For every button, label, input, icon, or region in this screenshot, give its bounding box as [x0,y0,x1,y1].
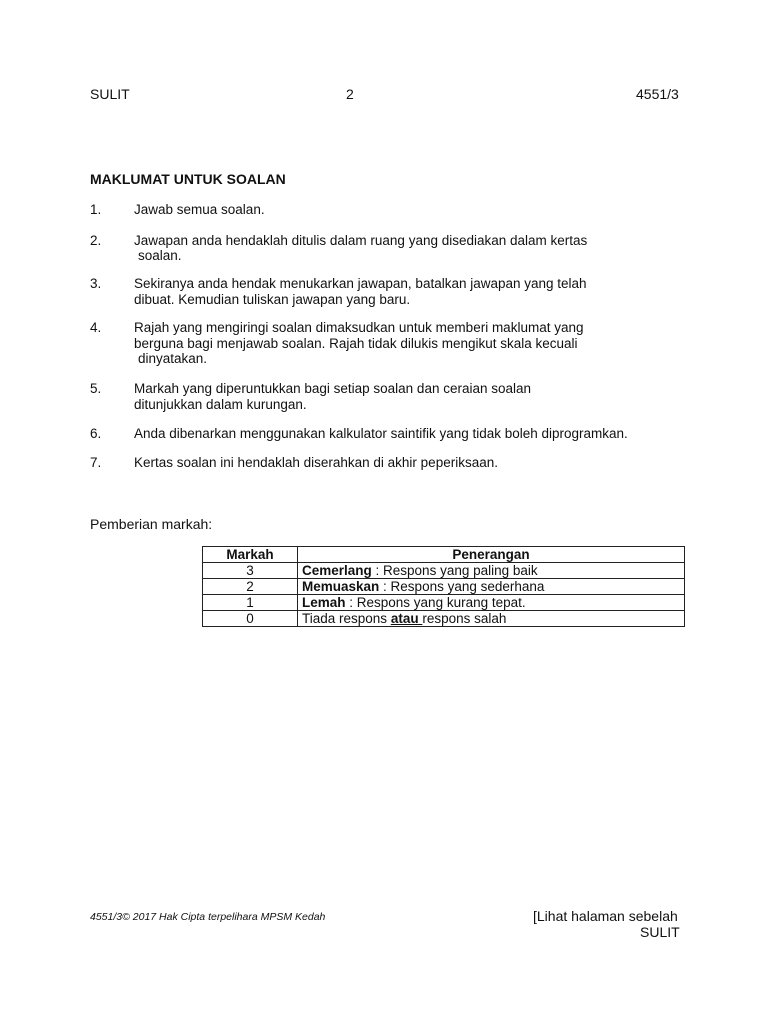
mark-description [298,595,685,611]
mark-explanation: : Respons yang paling baik [371,563,538,578]
instruction-number: 6. [90,426,102,441]
instruction-number: 1. [90,202,102,217]
mark-value: 2 [203,579,298,595]
mark-explanation: Tiada respons [302,611,391,626]
instruction-text: Rajah yang mengiringi soalan dimaksudkan untuk memberi maklumat yang [134,320,584,335]
section-title: MAKLUMAT UNTUK SOALAN [90,171,286,187]
mark-description [298,563,685,579]
mark-explanation: respons salah [422,611,507,626]
instruction-number: 2. [90,233,102,248]
marks-table [202,546,685,627]
mark-description [298,579,685,595]
instruction-text: Markah yang diperuntukkan bagi setiap soalan dan ceraian soalan [134,381,532,396]
table-header-row [203,547,685,563]
table-row [203,579,685,595]
table-row [203,563,685,579]
footer-next-page: [Lihat halaman sebelah [533,908,678,924]
instruction-text: Kertas soalan ini hendaklah diserahkan di akhir peperiksaan. [134,455,498,470]
instruction-text: Anda dibenarkan menggunakan kalkulator saintifik yang tidak boleh diprogramkan. [134,426,628,441]
mark-keyword: Lemah [302,595,346,610]
column-header-markah: Markah [203,547,298,563]
mark-explanation: : Respons yang sederhana [379,579,545,594]
mark-description [298,611,685,627]
instruction-number: 3. [90,276,102,291]
mark-keyword: Memuaskan [302,579,380,594]
instruction-text: Jawapan anda hendaklah ditulis dalam ruang yang disediakan dalam kertas [134,233,588,248]
instruction-number: 5. [90,381,102,396]
table-row [203,595,685,611]
marks-intro: Pemberian markah: [90,516,213,532]
instruction-text: Sekiranya anda hendak menukarkan jawapan, batalkan jawapan yang telah [134,276,587,291]
column-header-penerangan: Penerangan [298,547,685,563]
mark-value: 3 [203,563,298,579]
mark-or-word: atau [390,611,423,626]
instruction-text: berguna bagi menjawab soalan. Rajah tidak dilukis mengikut skala kecuali [134,336,578,351]
paper-code: 4551/3 [636,86,679,102]
instruction-text: soalan. [138,248,182,263]
instruction-number: 7. [90,455,102,470]
page-number: 2 [346,86,354,102]
table-row [203,611,685,627]
instruction-text: ditunjukkan dalam kurungan. [134,397,307,412]
mark-explanation: : Respons yang kurang tepat. [345,595,526,610]
instruction-text: dinyatakan. [138,351,208,366]
instruction-text: dibuat. Kemudian tuliskan jawapan yang baru. [134,292,411,307]
instruction-number: 4. [90,320,102,335]
mark-value: 0 [203,611,298,627]
mark-value: 1 [203,595,298,611]
footer-copyright: 4551/3© 2017 Hak Cipta terpelihara MPSM Kedah [90,911,326,923]
mark-keyword: Cemerlang [302,563,372,578]
header-classification: SULIT [90,86,130,102]
instruction-text: Jawab semua soalan. [134,202,265,217]
footer-classification: SULIT [640,924,680,940]
